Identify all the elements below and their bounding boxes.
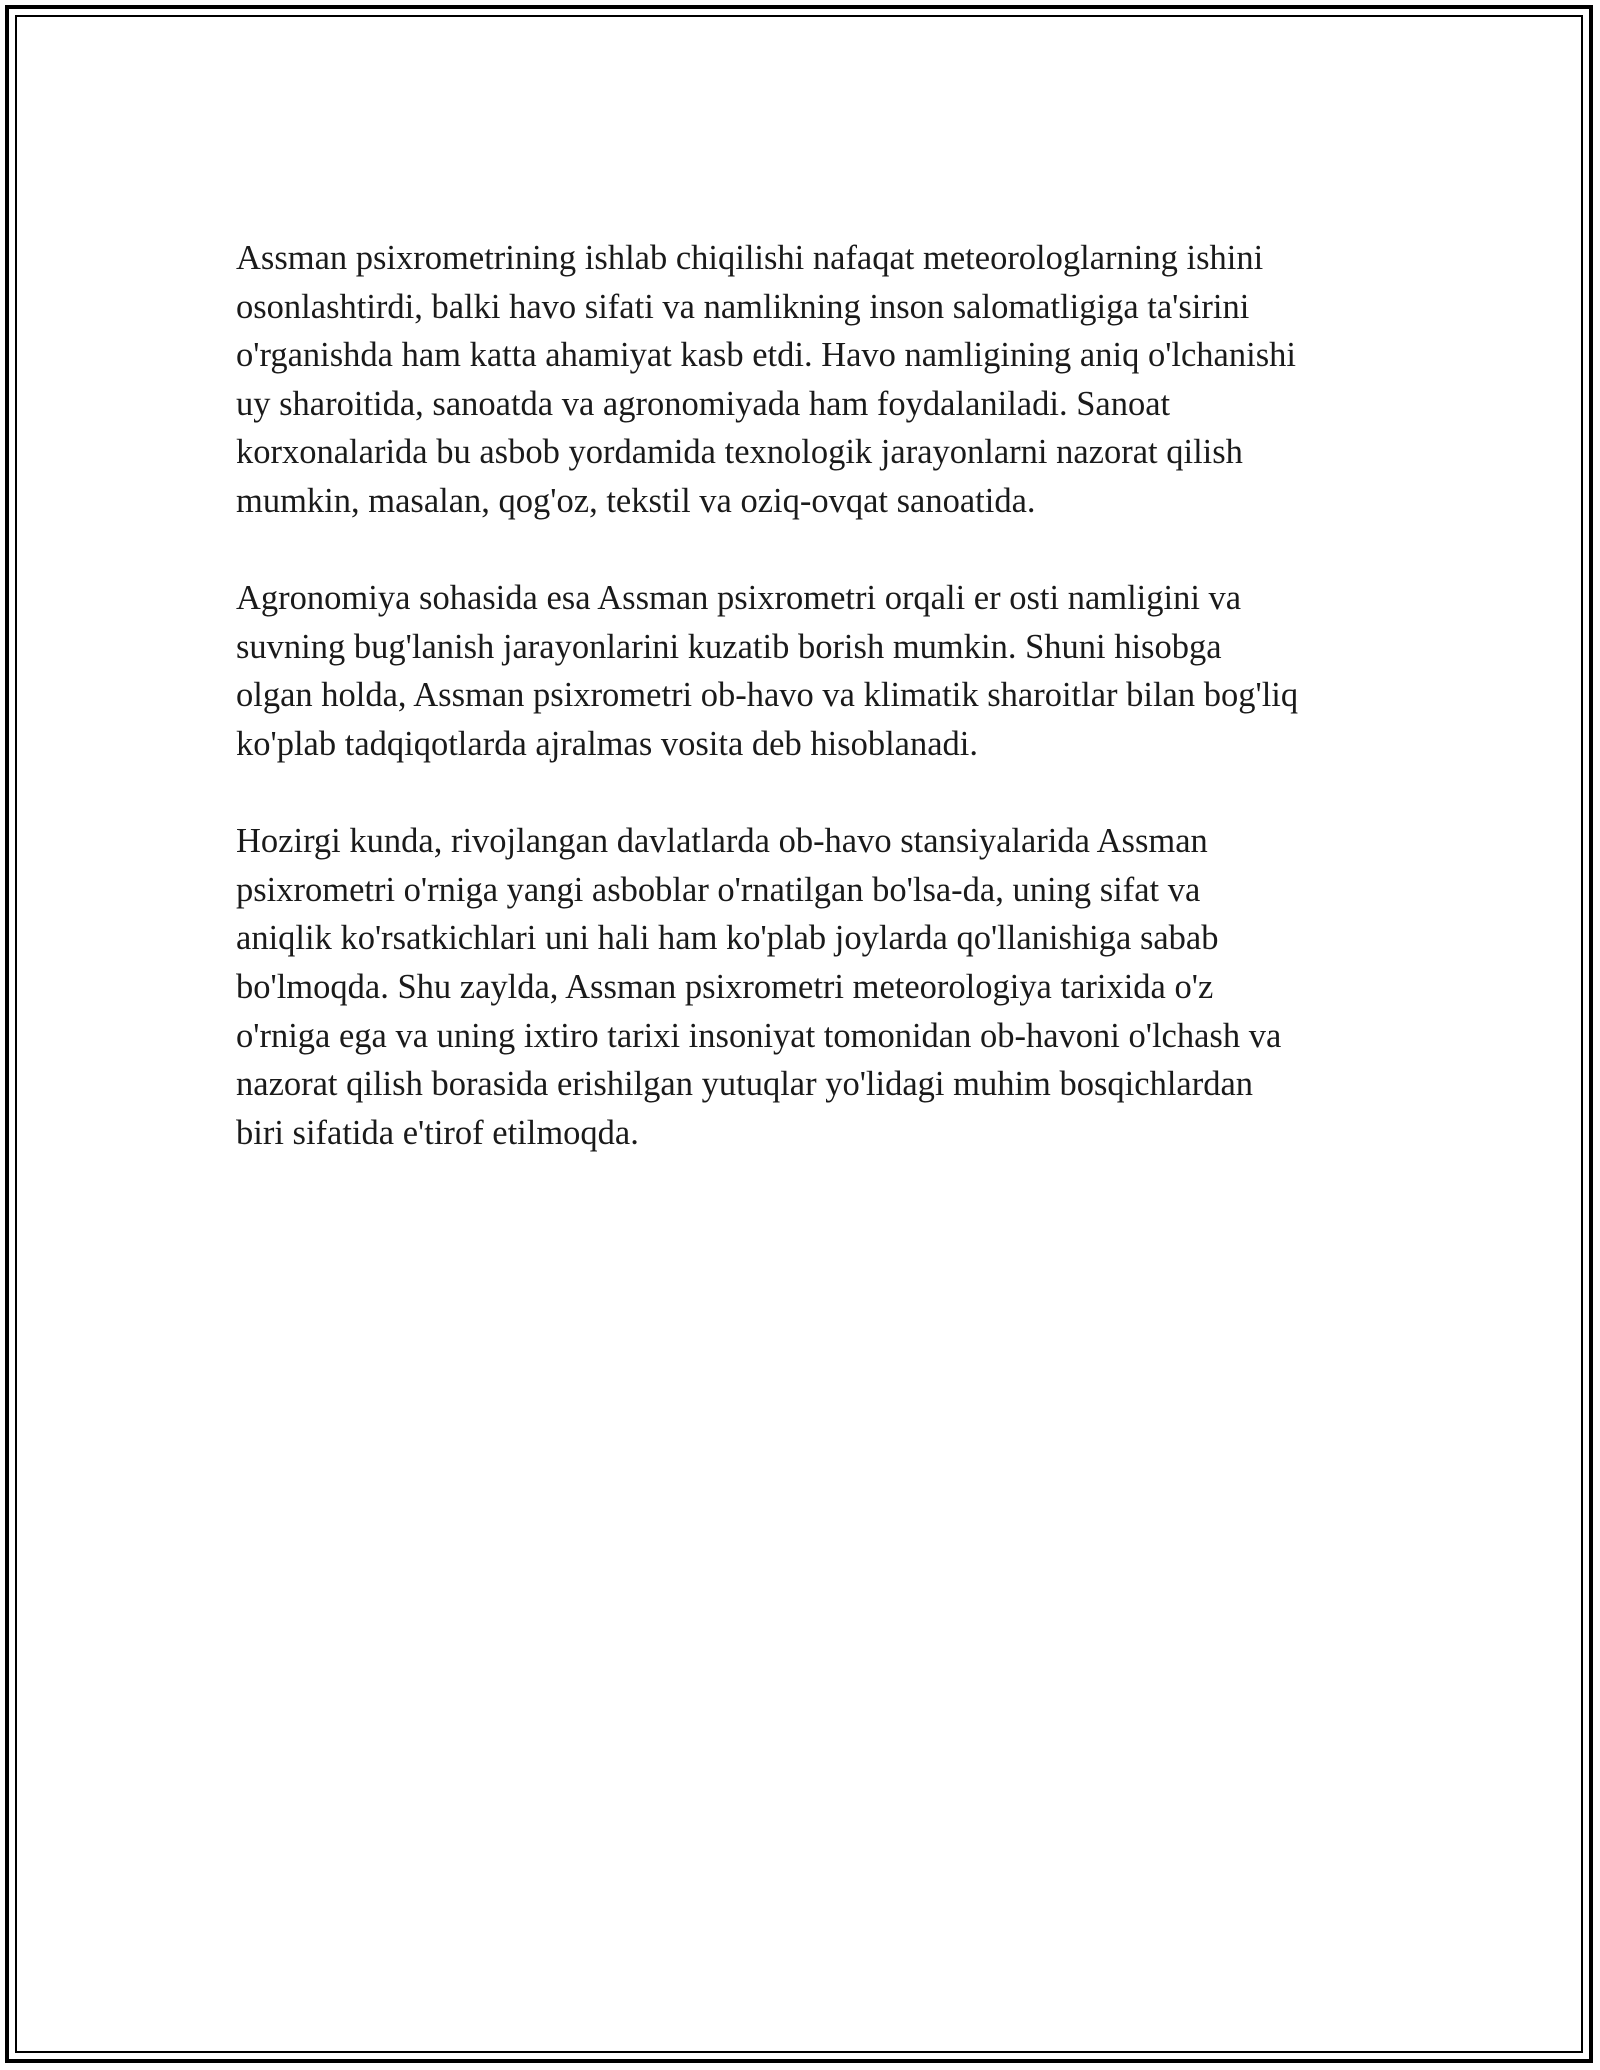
text-line: nazorat qilish borasida erishilgan yutuqlar yo'lidagi muhim bosqichlardan <box>236 1065 1254 1104</box>
text-line: psixrometri o'rniga yangi asboblar o'rnatilgan bo'lsa-da, uning sifat va <box>236 870 1201 909</box>
document-body <box>236 234 1386 1206</box>
paragraph-3 <box>236 817 1386 1157</box>
text-line: korxonalarida bu asbob yordamida texnologik jarayonlarni nazorat qilish <box>236 433 1243 472</box>
text-line: Hozirgi kunda, rivojlangan davlatlarda ob-havo stansiyalarida Assman <box>236 822 1208 861</box>
text-line: bo'lmoqda. Shu zaylda, Assman psixrometri meteorologiya tarixida o'z <box>236 967 1214 1006</box>
text-line: biri sifatida e'tirof etilmoqda. <box>236 1113 639 1152</box>
text-line: aniqlik ko'rsatkichlari uni hali ham ko'plab joylarda qo'llanishiga sabab <box>236 919 1219 958</box>
text-line: o'rganishda ham katta ahamiyat kasb etdi. Havo namligining aniq o'lchanishi <box>236 336 1296 375</box>
text-line: ko'plab tadqiqotlarda ajralmas vosita deb hisoblanadi. <box>236 724 979 763</box>
text-line: mumkin, masalan, qog'oz, tekstil va oziq-ovqat sanoatida. <box>236 481 1036 520</box>
text-line: o'rniga ega va uning ixtiro tarixi insoniyat tomonidan ob-havoni o'lchash va <box>236 1016 1282 1055</box>
text-line: Agronomiya sohasida esa Assman psixrometri orqali er osti namligini va <box>236 579 1242 618</box>
text-line: uy sharoitida, sanoatda va agronomiyada ham foydalaniladi. Sanoat <box>236 384 1171 423</box>
paragraph-1 <box>236 234 1386 526</box>
text-line: olgan holda, Assman psixrometri ob-havo va klimatik sharoitlar bilan bog'liq <box>236 676 1299 715</box>
paragraph-2 <box>236 574 1386 768</box>
text-line: suvning bug'lanish jarayonlarini kuzatib borish mumkin. Shuni hisobga <box>236 627 1222 666</box>
text-line: osonlashtirdi, balki havo sifati va namlikning inson salomatligiga ta'sirini <box>236 287 1250 326</box>
text-line: Assman psixrometrining ishlab chiqilishi nafaqat meteorologlarning ishini <box>236 239 1264 277</box>
